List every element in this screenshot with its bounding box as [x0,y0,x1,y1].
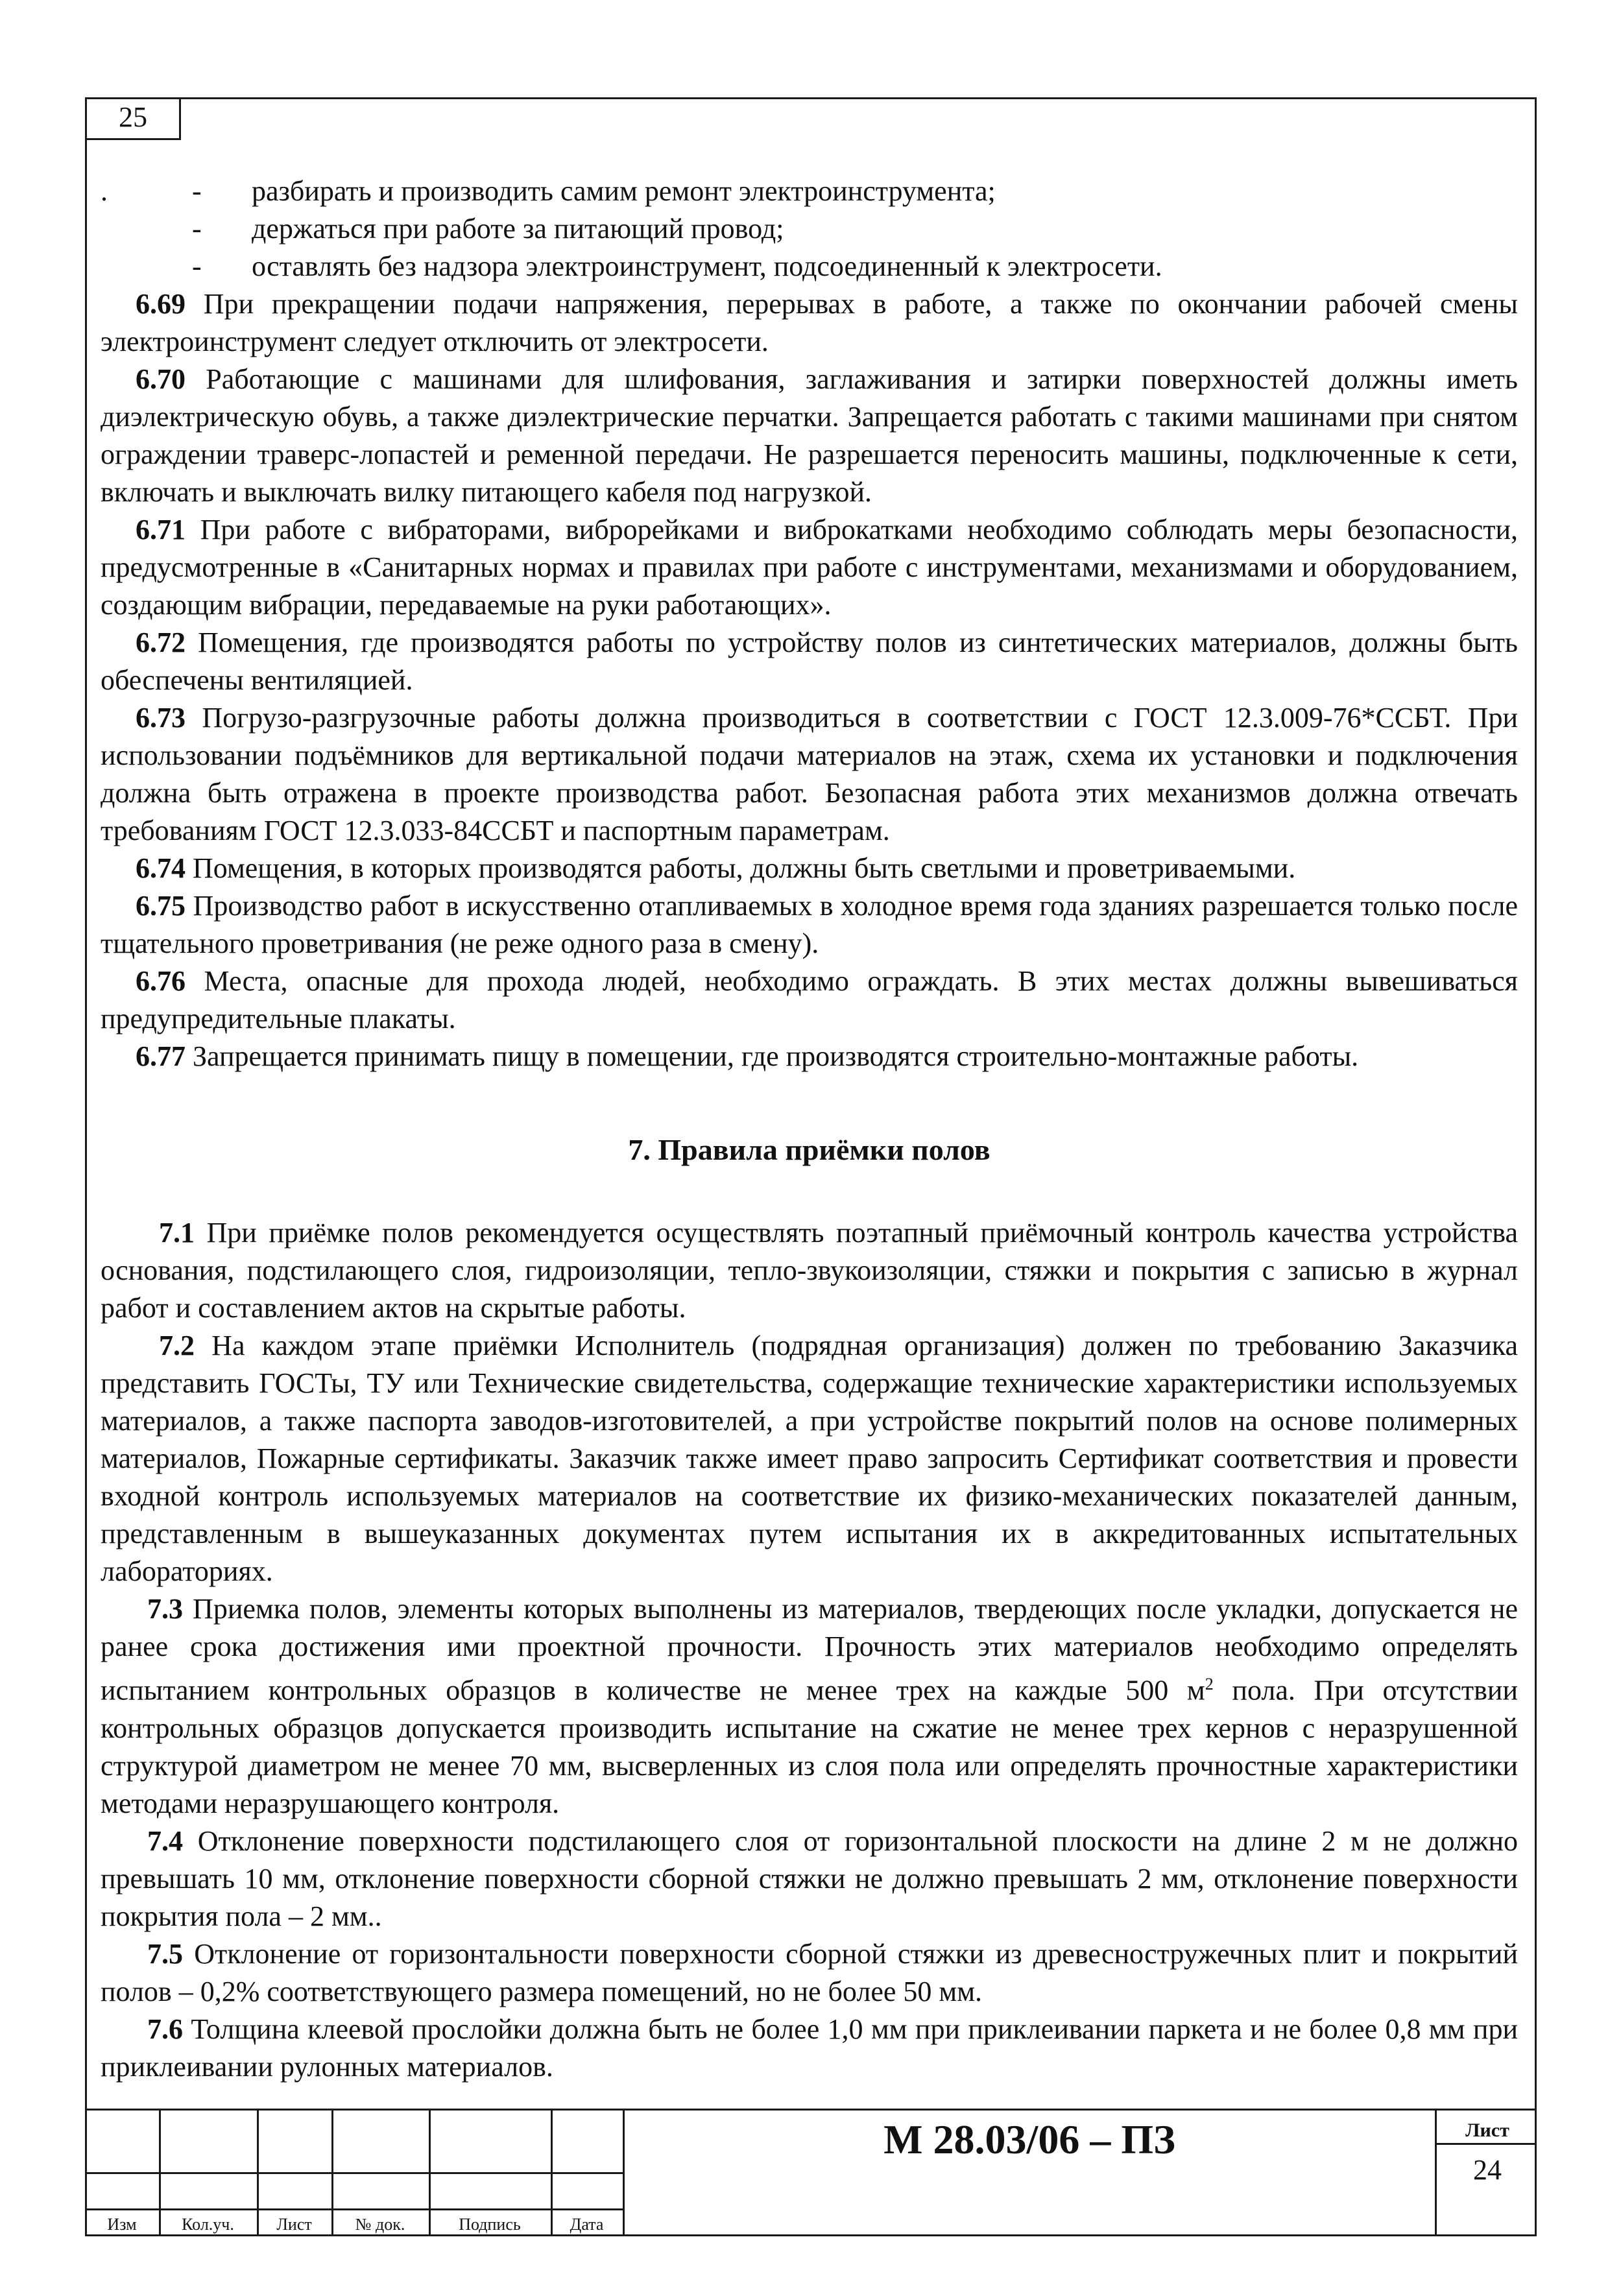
clause-6-69 [101,285,1518,361]
clause-number: 7.4 [147,1824,183,1857]
clause-text: Помещения, в которых производятся работы, должны быть светлыми и проветриваемыми. [193,852,1296,884]
clause-6-71 [101,511,1518,624]
clause-text: Приемка полов, элементы которых выполнены из материалов, твердеющих после укладки, допускается не ранее срока достижения ими проектной прочности. Прочность этих материалов необходимо определять испытанием контрольных образцов в количестве не менее трех на каждые 500 м [101,1593,1519,1706]
section-heading: 7. Правила приёмки полов [628,1133,991,1166]
document-body [101,173,1518,2086]
list-item [101,173,1518,210]
title-block-col-line [1435,2109,1437,2236]
clause-6-72 [101,624,1518,699]
clause-6-70 [101,361,1518,511]
column-label-doc-num: № док. [355,2215,405,2234]
clause-text: пола. При отсутствии контрольных образцов допускается производить испытание на сжатие не менее трех кернов с неразрушенной структурой диаметром не менее 70 мм, высверленных из слоя пола или определять прочностные характеристики методами неразрушающего контроля. [101,1674,1518,1819]
clause-7-2 [101,1327,1518,1590]
clause-7-5 [101,1935,1518,2011]
clause-text: Погрузо-разгрузочные работы должна производиться в соответствии с ГОСТ 12.3.009-76*ССБТ. При использовании подъёмников для вертикальной подачи материалов на этаж, схема их установки и подключения должна быть отражена в проекте производства работ. Безопасная работа этих механизмов должна отвечать требованиям ГОСТ 12.3.033-84ССБТ и паспортным параметрам. [101,702,1519,846]
clause-text: Работающие с машинами для шлифования, заглаживания и затирки поверхностей должны иметь диэлектрическую обувь, а также диэлектрические перчатки. Запрещается работать с такими машинами при снятом ограждении траверс-лопастей и ременной передачи. Не разрешается переносить машины, подключенные к сети, включать и выключать вилку питающего кабеля под нагрузкой. [101,363,1518,508]
clause-number: 6.70 [136,363,186,395]
clause-number: 7.6 [147,2013,183,2045]
clause-6-77 [101,1038,1518,1075]
dash-marker: - [192,175,202,207]
dash-marker: - [192,250,202,282]
clause-7-1 [101,1214,1518,1327]
title-block-row-line [85,2208,624,2210]
clause-number: 6.73 [136,702,186,734]
clause-number: 6.76 [136,965,186,997]
clause-7-3 [101,1590,1518,1823]
dash-marker: - [192,213,202,245]
list-item-text: держаться при работе за питающий провод; [252,213,784,245]
clause-number: 7.3 [147,1593,183,1625]
title-block-top-line [85,2109,1537,2111]
clause-text: Запрещается принимать пищу в помещении, где производятся строительно-монтажные работы. [193,1040,1359,1072]
clause-number: 6.77 [136,1040,186,1072]
clause-text: Места, опасные для прохода людей, необходимо ограждать. В этих местах должны вывешиваться предупредительные плакаты. [101,965,1518,1034]
clause-number: 7.2 [159,1330,195,1361]
clause-text: На каждом этапе приёмки Исполнитель (подрядная организация) должен по требованию Заказчика представить ГОСТы, ТУ или Технические свидетельства, содержащие технические характеристики используемых материалов, а также паспорта заводов-изготовителей, а при устройстве покрытий полов на основе полимерных материалов, Пожарные сертификаты. Заказчик также имеет право запросить Сертификат соответствия и провести входной контроль используемых материалов на соответствие их физико-механических показателей данным, представленным в вышеуказанных документах путем испытания их в аккредитованных испытательных лабораториях. [101,1330,1518,1587]
list-item [101,210,1518,248]
clause-number: 7.1 [159,1217,195,1249]
title-block-row-line [85,2172,624,2174]
clause-number: 6.74 [136,852,186,884]
clause-6-73 [101,699,1518,850]
column-label-list: Лист [276,2215,312,2234]
list-lead: . [101,175,108,207]
clause-6-76 [101,963,1518,1038]
column-label-izm: Изм [107,2215,137,2234]
list-item [101,248,1518,285]
clause-text: При приёмке полов рекомендуется осуществлять поэтапный приёмочный контроль качества устройства основания, подстилающего слоя, гидроизоляции, тепло-звукоизоляции, стяжки и покрытия с записью в журнал работ и составлением актов на скрытые работы. [101,1217,1518,1324]
clause-number: 6.72 [136,627,186,658]
title-block-sheet-line [1435,2143,1537,2145]
list-item-text: оставлять без надзора электроинструмент, подсоединенный к электросети. [252,250,1162,282]
clause-text: Помещения, где производятся работы по устройству полов из синтетических материалов, должны быть обеспечены вентиляцией. [101,627,1519,696]
clause-text: При прекращении подачи напряжения, перерывах в работе, а также по окончании рабочей смены электроинструмент следует отключить от электросети. [101,288,1518,357]
clause-text: Отклонение поверхности подстилающего слоя от горизонтальной плоскости на длине 2 м не должно превышать 10 мм, отклонение поверхности сборной стяжки не должно превышать 2 мм, отклонение поверхности покрытия пола – 2 мм.. [101,1824,1518,1932]
clause-6-75 [101,887,1518,963]
clause-text: Производство работ в искусственно отапливаемых в холодное время года зданиях разрешается только после тщательного проветривания (не реже одного раза в смену). [101,890,1519,959]
sheet-label: Лист [1465,2120,1509,2141]
column-label-signature: Подпись [459,2215,521,2234]
clause-6-74 [101,850,1518,887]
clause-number: 7.5 [147,1937,183,1970]
clause-text: Толщина клеевой прослойки должна быть не более 1,0 мм при приклеивании паркета и не более 0,8 мм при приклеивании рулонных материалов. [101,2013,1519,2083]
column-label-kol-uch: Кол.уч. [182,2215,234,2234]
document-code: М 28.03/06 – ПЗ [883,2116,1175,2162]
clause-7-4 [101,1823,1518,1935]
column-label-date: Дата [570,2215,604,2234]
page-number: 25 [119,101,147,133]
clause-text: Отклонение от горизонтальности поверхности сборной стяжки из древесностружечных плит и покрытий полов – 0,2% соответствующего размера помещений, но не более 50 мм. [101,1937,1518,2007]
clause-number: 6.69 [136,288,186,320]
clause-text: При работе с вибраторами, виброрейками и виброкатками необходимо соблюдать меры безопасности, предусмотренные в «Санитарных нормах и правилах при работе с инструментами, механизмами и оборудованием, создающим вибрации, передаваемые на руки работающих». [101,514,1518,621]
clause-number: 6.71 [136,514,186,545]
list-item-text: разбирать и производить самим ремонт электроинструмента; [252,175,996,207]
clause-7-6 [101,2011,1518,2086]
sheet-number: 24 [1473,2154,1502,2186]
clause-number: 6.75 [136,890,186,922]
superscript: 2 [1205,1675,1214,1693]
